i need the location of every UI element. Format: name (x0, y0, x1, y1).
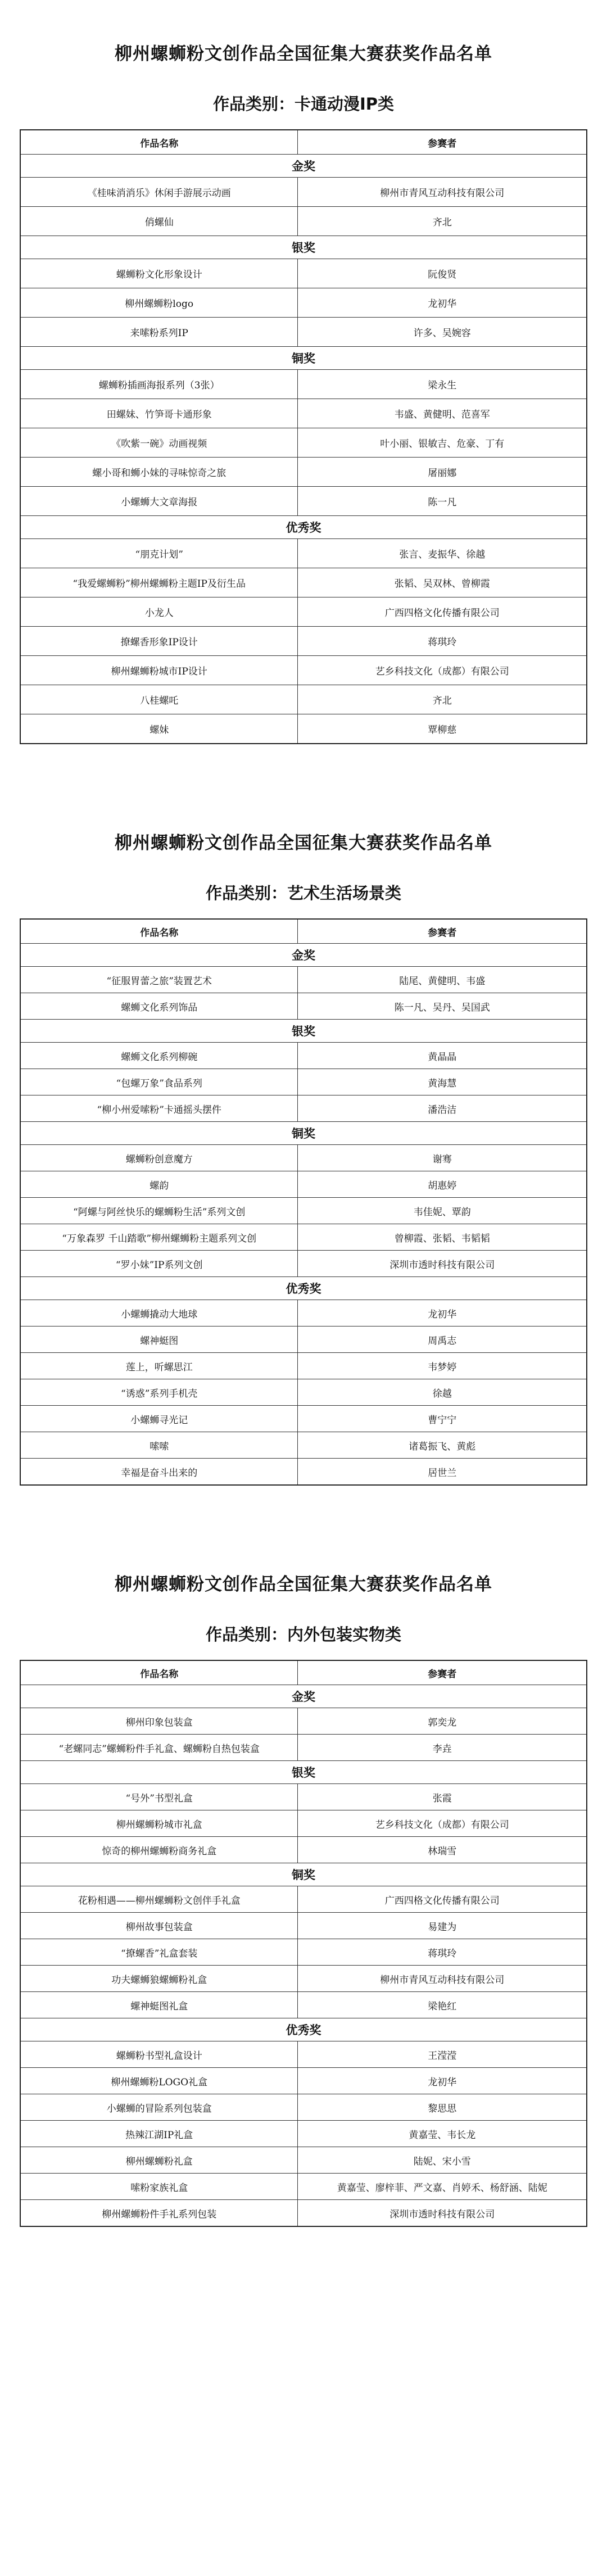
table-row (20, 2121, 587, 2147)
table-row (20, 1939, 587, 1966)
table-row (20, 1224, 587, 1251)
author-name: 陈一凡、吴丹、吴国武 (298, 993, 587, 1020)
table-row (20, 1198, 587, 1224)
section-cartoon-ip (0, 0, 607, 744)
award-excellence: 优秀奖 (20, 516, 587, 539)
table-row (20, 428, 587, 458)
work-name: “撩螺香”礼盒套装 (20, 1939, 298, 1966)
work-name: 来嗦粉系列IP (20, 318, 298, 347)
author-name: 黄海慧 (298, 1069, 587, 1095)
author-name: 黄嘉莹、廖梓菲、严文嘉、肖婷禾、杨舒涵、陆妮 (298, 2174, 587, 2200)
author-name: 潘浩洁 (298, 1095, 587, 1122)
award-bronze: 铜奖 (20, 347, 587, 370)
work-name: 柳州螺蛳粉件手礼系列包装 (20, 2200, 298, 2227)
author-name: 曾柳霞、张韬、韦韬韬 (298, 1224, 587, 1251)
author-name: 艺乡科技文化（成都）有限公司 (298, 1810, 587, 1837)
table-row (20, 1913, 587, 1939)
work-name: 柳州螺蛳粉LOGO礼盒 (20, 2068, 298, 2094)
work-name: 柳州螺蛳粉logo (20, 288, 298, 318)
author-name: 胡惠婷 (298, 1171, 587, 1198)
table-row (20, 2200, 587, 2227)
author-name: 诸葛振飞、黄彪 (298, 1432, 587, 1459)
work-name: 惊奇的柳州螺蛳粉商务礼盒 (20, 1837, 298, 1863)
table-row (20, 1353, 587, 1379)
author-name: 阮俊贤 (298, 259, 587, 288)
table-row (20, 1145, 587, 1171)
work-name: 八桂螺吒 (20, 685, 298, 714)
author-name: 韦盛、黄健明、范喜军 (298, 399, 587, 428)
table-row (20, 1886, 587, 1913)
work-name: 小螺蛳的冒险系列包装盒 (20, 2094, 298, 2121)
author-name: 广西四格文化传播有限公司 (298, 597, 587, 627)
category-title: 作品类别：内外包装实物类 (205, 1625, 401, 1644)
author-name: 深圳市透时科技有限公司 (298, 1251, 587, 1277)
author-name: 黎思思 (298, 2094, 587, 2121)
header-author: 参赛者 (298, 130, 587, 155)
header-author: 参赛者 (298, 919, 587, 944)
table-row (20, 1171, 587, 1198)
work-name: 柳州螺蛳粉城市礼盒 (20, 1810, 298, 1837)
work-name: 热辣江湖IP礼盒 (20, 2121, 298, 2147)
author-name: 张言、麦振华、徐越 (298, 539, 587, 568)
table-row (20, 399, 587, 428)
work-name: “征服胃蕾之旅”装置艺术 (20, 967, 298, 993)
table-row (20, 259, 587, 288)
page-title: 柳州螺蛳粉文创作品全国征集大赛获奖作品名单 (115, 1574, 492, 1595)
work-name: “包螺万象”食品系列 (20, 1069, 298, 1095)
author-name: 蒋琪玲 (298, 627, 587, 656)
work-name: 俏螺仙 (20, 207, 298, 236)
table-row (20, 458, 587, 487)
table-row (20, 487, 587, 516)
author-name: 龙初华 (298, 288, 587, 318)
table-row (20, 967, 587, 993)
table-row (20, 178, 587, 207)
table-row (20, 318, 587, 347)
table-row (20, 1095, 587, 1122)
table-row (20, 2041, 587, 2068)
author-name: 陆尾、黄健明、韦盛 (298, 967, 587, 993)
table-row (20, 714, 587, 744)
header-work: 作品名称 (20, 130, 298, 155)
table-row (20, 207, 587, 236)
author-name: 覃柳慈 (298, 714, 587, 744)
work-name: 柳州印象包装盒 (20, 1708, 298, 1735)
table-row (20, 1043, 587, 1069)
award-gold: 金奖 (20, 155, 587, 178)
author-name: 张霞 (298, 1784, 587, 1810)
work-name: 柳州螺蛳粉礼盒 (20, 2147, 298, 2174)
author-name: 周禹志 (298, 1327, 587, 1353)
table-row (20, 1810, 587, 1837)
author-name: 许多、吴婉容 (298, 318, 587, 347)
author-name: 柳州市青风互动科技有限公司 (298, 1966, 587, 1992)
work-name: “老螺同志”螺蛳粉件手礼盒、螺蛳粉自热包装盒 (20, 1735, 298, 1761)
category-title: 作品类别：卡通动漫IP类 (212, 94, 395, 114)
author-name: 齐北 (298, 207, 587, 236)
work-name: 螺蛳粉文化形象设计 (20, 259, 298, 288)
author-name: 陆妮、宋小雪 (298, 2147, 587, 2174)
awards-table (20, 918, 587, 1486)
work-name: 嗦粉家族礼盒 (20, 2174, 298, 2200)
awards-table (20, 1660, 587, 2227)
table-row (20, 1379, 587, 1406)
work-name: 螺妹 (20, 714, 298, 744)
work-name: 螺蛳粉创意魔方 (20, 1145, 298, 1171)
work-name: 《吹紫一碗》动画视频 (20, 428, 298, 458)
table-row (20, 2147, 587, 2174)
table-row (20, 1459, 587, 1486)
table-row (20, 1992, 587, 2018)
award-gold: 金奖 (20, 944, 587, 967)
author-name: 徐越 (298, 1379, 587, 1406)
table-row (20, 1735, 587, 1761)
table-row (20, 656, 587, 685)
work-name: 螺蛳文化系列饰品 (20, 993, 298, 1020)
author-name: 梁永生 (298, 370, 587, 399)
work-name: 螺蛳粉插画海报系列（3张） (20, 370, 298, 399)
author-name: 龙初华 (298, 1300, 587, 1327)
author-name: 郭奕龙 (298, 1708, 587, 1735)
work-name: 小螺蛳寻光记 (20, 1406, 298, 1432)
author-name: 李垚 (298, 1735, 587, 1761)
work-name: 幸福是奋斗出来的 (20, 1459, 298, 1486)
table-row (20, 2174, 587, 2200)
table-row (20, 539, 587, 568)
award-silver: 银奖 (20, 1020, 587, 1043)
table-row (20, 2068, 587, 2094)
table-row (20, 1966, 587, 1992)
work-name: 螺神蜓图 (20, 1327, 298, 1353)
table-row (20, 288, 587, 318)
author-name: 韦梦婷 (298, 1353, 587, 1379)
work-name: “万象森罗 千山踏歌”柳州螺蛳粉主题系列文创 (20, 1224, 298, 1251)
work-name: 田螺妹、竹笋哥卡通形象 (20, 399, 298, 428)
work-name: 螺小哥和蛳小妹的寻味惊奇之旅 (20, 458, 298, 487)
work-name: “罗小妹”IP系列文创 (20, 1251, 298, 1277)
table-row (20, 1784, 587, 1810)
work-name: 花粉相遇——柳州螺蛳粉文创伴手礼盒 (20, 1886, 298, 1913)
award-bronze: 铜奖 (20, 1863, 587, 1886)
author-name: 黄嘉莹、韦长龙 (298, 2121, 587, 2147)
work-name: “我爱螺蛳粉”柳州螺蛳粉主题IP及衍生品 (20, 568, 298, 597)
table-row (20, 1432, 587, 1459)
header-work: 作品名称 (20, 1660, 298, 1685)
author-name: 叶小丽、银敏吉、危豪、丁有 (298, 428, 587, 458)
table-row (20, 993, 587, 1020)
category-title: 作品类别：艺术生活场景类 (205, 884, 401, 903)
author-name: 深圳市透时科技有限公司 (298, 2200, 587, 2227)
table-row (20, 1251, 587, 1277)
table-row (20, 1837, 587, 1863)
work-name: 小螺蛳撬动大地球 (20, 1300, 298, 1327)
work-name: 螺蛳文化系列柳碗 (20, 1043, 298, 1069)
award-excellence: 优秀奖 (20, 1277, 587, 1300)
work-name: “阿螺与阿丝快乐的螺蛳粉生活”系列文创 (20, 1198, 298, 1224)
award-silver: 银奖 (20, 1761, 587, 1784)
table-row (20, 1069, 587, 1095)
work-name: 撩螺香形象IP设计 (20, 627, 298, 656)
work-name: 嗦嗦 (20, 1432, 298, 1459)
award-gold: 金奖 (20, 1685, 587, 1708)
author-name: 屠丽娜 (298, 458, 587, 487)
table-row (20, 1406, 587, 1432)
page-title: 柳州螺蛳粉文创作品全国征集大赛获奖作品名单 (115, 833, 492, 853)
award-bronze: 铜奖 (20, 1122, 587, 1145)
work-name: 小龙人 (20, 597, 298, 627)
award-silver: 银奖 (20, 236, 587, 259)
work-name: “朋克计划” (20, 539, 298, 568)
work-name: “柳小州爱嗦粉”卡通摇头摆件 (20, 1095, 298, 1122)
work-name: 螺蛳粉书型礼盒设计 (20, 2041, 298, 2068)
table-row (20, 2094, 587, 2121)
author-name: 齐北 (298, 685, 587, 714)
author-name: 曹宁宁 (298, 1406, 587, 1432)
author-name: 艺乡科技文化（成都）有限公司 (298, 656, 587, 685)
table-row (20, 627, 587, 656)
header-author: 参赛者 (298, 1660, 587, 1685)
work-name: 柳州螺蛳粉城市IP设计 (20, 656, 298, 685)
award-excellence: 优秀奖 (20, 2018, 587, 2041)
work-name: 功夫螺蛳狼螺蛳粉礼盒 (20, 1966, 298, 1992)
work-name: “号外”书型礼盒 (20, 1784, 298, 1810)
author-name: 梁艳红 (298, 1992, 587, 2018)
author-name: 黄晶晶 (298, 1043, 587, 1069)
work-name: 螺韵 (20, 1171, 298, 1198)
author-name: 柳州市青风互动科技有限公司 (298, 178, 587, 207)
table-row (20, 1300, 587, 1327)
author-name: 居世兰 (298, 1459, 587, 1486)
author-name: 龙初华 (298, 2068, 587, 2094)
author-name: 蒋琪玲 (298, 1939, 587, 1966)
author-name: 谢骞 (298, 1145, 587, 1171)
work-name: 《桂味消消乐》休闲手游展示动画 (20, 178, 298, 207)
header-work: 作品名称 (20, 919, 298, 944)
table-row (20, 685, 587, 714)
page-title: 柳州螺蛳粉文创作品全国征集大赛获奖作品名单 (115, 44, 492, 64)
work-name: 莲上，听螺思江 (20, 1353, 298, 1379)
section-packaging (0, 1486, 607, 2227)
author-name: 陈一凡 (298, 487, 587, 516)
author-name: 张韬、吴双林、曾柳霞 (298, 568, 587, 597)
section-art-life (0, 744, 607, 1486)
author-name: 林瑞雪 (298, 1837, 587, 1863)
table-row (20, 597, 587, 627)
table-row (20, 370, 587, 399)
table-row (20, 1327, 587, 1353)
work-name: 螺神蜓图礼盒 (20, 1992, 298, 2018)
author-name: 韦佳妮、覃韵 (298, 1198, 587, 1224)
work-name: 柳州故事包装盒 (20, 1913, 298, 1939)
awards-table (20, 129, 587, 744)
author-name: 王滢滢 (298, 2041, 587, 2068)
work-name: 小螺蛳大文章海报 (20, 487, 298, 516)
work-name: “诱惑”系列手机壳 (20, 1379, 298, 1406)
table-row (20, 568, 587, 597)
author-name: 易建为 (298, 1913, 587, 1939)
author-name: 广西四格文化传播有限公司 (298, 1886, 587, 1913)
table-row (20, 1708, 587, 1735)
